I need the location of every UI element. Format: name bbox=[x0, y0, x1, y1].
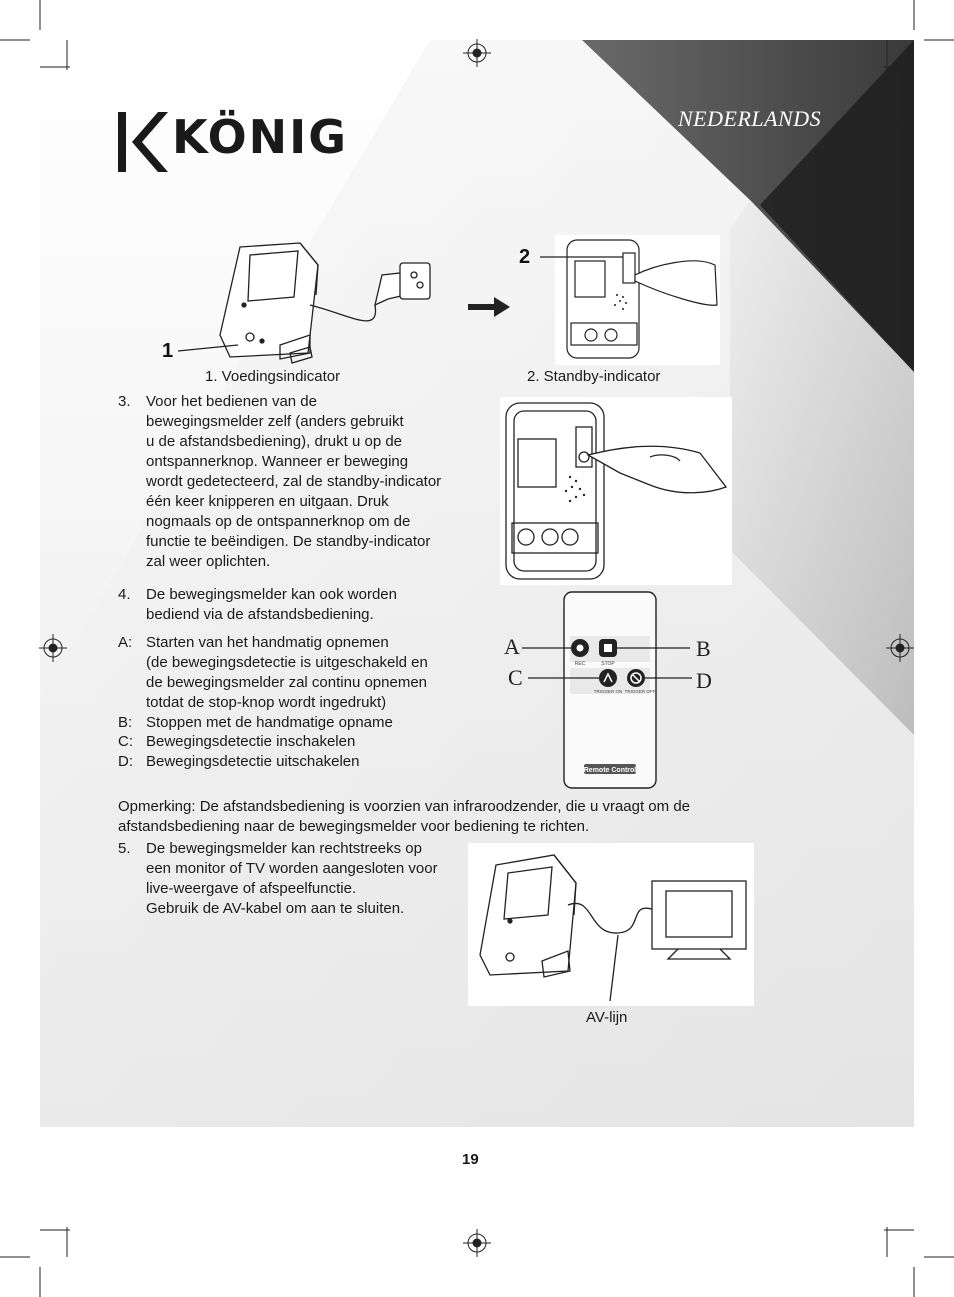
note-text: Opmerking: De afstandsbediening is voorzien van infraroodzender, die u vraagt om de afstandsbediening naar de bewegingsmelder voor bediening te richten. bbox=[118, 798, 690, 835]
figure-standby-indicator bbox=[505, 235, 720, 365]
trigger-on-button-icon bbox=[599, 669, 617, 687]
arrow-icon bbox=[468, 297, 510, 317]
step-4-number: 4. bbox=[118, 586, 131, 603]
svg-text:TRIGGER OFF: TRIGGER OFF bbox=[624, 689, 656, 694]
step-3-text: Voor het bedienen van de bewegingsmelder zelf (anders gebruikt u de afstandsbediening), drukt u op de ontspannerknop. Wanneer er beweging wordt gedetecteerd, zal de standby-indicator één keer knipperen en uitgaan. Druk nogmaals op de ontspannerknop om de functie te beëindigen. De standby-indicator zal weer oplichten. bbox=[146, 393, 442, 570]
svg-text:REC: REC bbox=[574, 661, 586, 667]
item-a-text: Starten van het handmatig opnemen (de bewegingsdetectie is uitgeschakeld en de bewegingsmelder zal continu opnemen totdat de stop-knop wordt ingedrukt) bbox=[146, 634, 428, 711]
caption-standby-indicator: 2. Standby-indicator bbox=[527, 368, 661, 385]
brand-logo-text: KÖNIG bbox=[172, 110, 349, 164]
item-c-label: C: bbox=[118, 733, 133, 750]
brand-logo-mark bbox=[118, 112, 168, 172]
item-d-label: D: bbox=[118, 753, 133, 770]
figure-av-connection bbox=[468, 843, 754, 1006]
callout-b: B bbox=[696, 636, 711, 661]
registration-mark-bottom bbox=[463, 1229, 491, 1257]
item-c-text: Bewegingsdetectie inschakelen bbox=[146, 733, 356, 750]
callout-c: C bbox=[508, 665, 523, 690]
step-3-number: 3. bbox=[118, 393, 131, 410]
callout-one: 1 bbox=[162, 340, 174, 362]
callout-a: A bbox=[504, 634, 520, 659]
item-d-text: Bewegingsdetectie uitschakelen bbox=[146, 753, 360, 770]
step-4-text: De bewegingsmelder kan ook worden bediend via de afstandsbediening. bbox=[146, 586, 397, 623]
step-5-text: De bewegingsmelder kan rechtstreeks op een monitor of TV worden aangesloten voor live-weergave of afspeelfunctie. Gebruik de AV-kabel om aan te sluiten. bbox=[146, 840, 438, 917]
figure-remote-control bbox=[500, 590, 725, 792]
item-b-label: B: bbox=[118, 714, 133, 731]
figure-trigger-button bbox=[500, 397, 732, 585]
svg-text:TRIGGER ON: TRIGGER ON bbox=[593, 689, 623, 694]
svg-text:Remote Control: Remote Control bbox=[583, 767, 637, 774]
step-5-number: 5. bbox=[118, 840, 131, 857]
page-number: 19 bbox=[462, 1151, 479, 1168]
figure-camera-power bbox=[150, 235, 450, 370]
item-b-text: Stoppen met de handmatige opname bbox=[146, 714, 393, 731]
callout-two: 2 bbox=[519, 246, 531, 268]
language-label: NEDERLANDS bbox=[678, 106, 822, 131]
caption-power-indicator: 1. Voedingsindicator bbox=[205, 368, 341, 385]
caption-av-cable: AV-lijn bbox=[586, 1009, 628, 1026]
item-a-label: A: bbox=[118, 634, 133, 651]
callout-d: D bbox=[696, 668, 712, 693]
svg-text:STOP: STOP bbox=[601, 661, 615, 667]
